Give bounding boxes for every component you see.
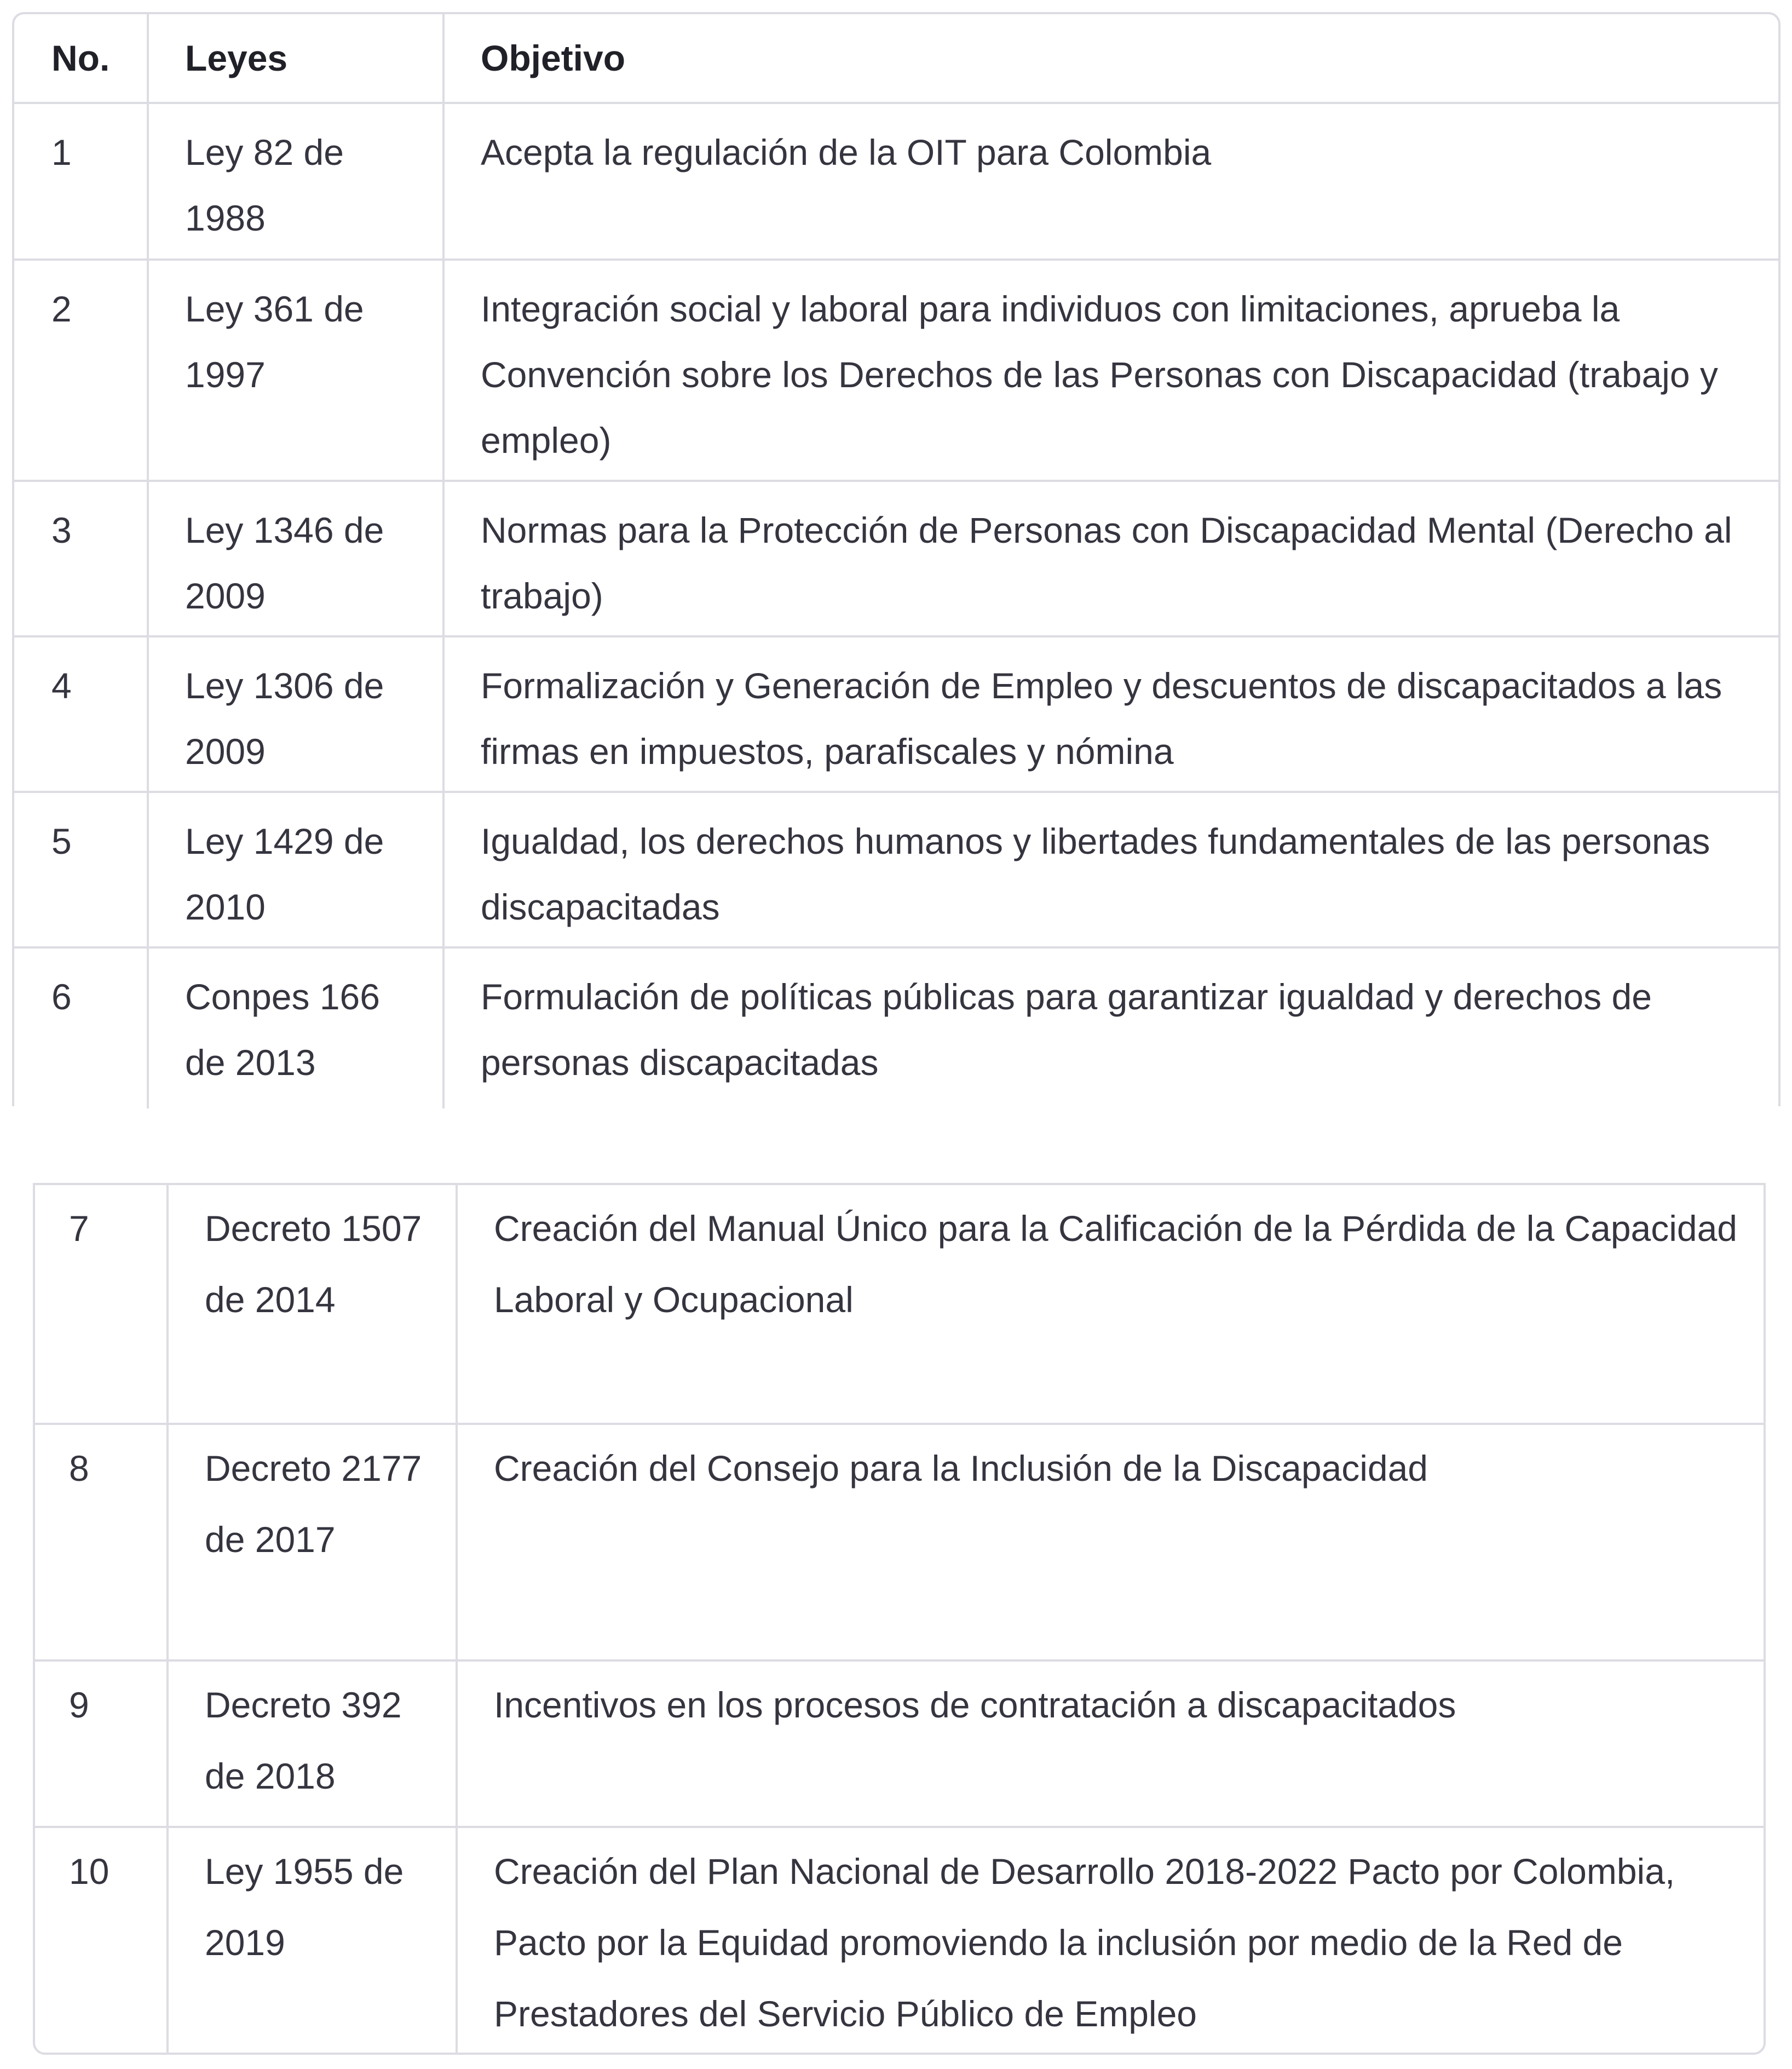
row-objective: Creación del Plan Nacional de Desarrollo 2018-2022 Pacto por Colombia, Pacto por la Equidad promoviendo la inclusión por medio de la Red de Prestadores del Servicio Público de Empleo xyxy=(494,1851,1675,2034)
row-law: Ley 1346 de 2009 xyxy=(149,482,445,635)
table-row xyxy=(14,635,1778,791)
row-number: 9 xyxy=(35,1662,169,1826)
laws-table-part-2 xyxy=(33,1183,1766,2055)
row-law: Ley 1955 de 2019 xyxy=(169,1828,458,2053)
row-objective: Formulación de políticas públicas para garantizar igualdad y derechos de personas discapacitadas xyxy=(481,976,1652,1083)
row-number: 10 xyxy=(35,1828,169,2053)
row-law: Conpes 166 de 2013 xyxy=(149,949,445,1108)
laws-table-part-1 xyxy=(12,12,1781,1106)
header-no: No. xyxy=(14,14,149,102)
row-law: Decreto 1507 de 2014 xyxy=(169,1185,458,1423)
header-leyes: Leyes xyxy=(149,14,445,102)
row-objective: Integración social y laboral para individuos con limitaciones, aprueba la Convención sobre los Derechos de las Personas con Discapacidad (trabajo y empleo) xyxy=(481,289,1718,461)
row-law: Ley 361 de 1997 xyxy=(149,261,445,480)
row-law: Ley 82 de 1988 xyxy=(149,104,445,258)
row-objective: Normas para la Protección de Personas con Discapacidad Mental (Derecho al trabajo) xyxy=(481,510,1732,616)
row-law: Ley 1429 de 2010 xyxy=(149,793,445,946)
table-row xyxy=(14,480,1778,635)
header-objetivo: Objetivo xyxy=(481,38,626,78)
table-row xyxy=(14,258,1778,480)
row-objective: Creación del Manual Único para la Calificación de la Pérdida de la Capacidad Laboral y Ocupacional xyxy=(494,1208,1738,1320)
table-row xyxy=(35,1185,1764,1423)
table-row xyxy=(14,946,1778,1108)
row-objective: Formalización y Generación de Empleo y descuentos de discapacitados a las firmas en impuestos, parafiscales y nómina xyxy=(481,665,1722,772)
row-objective: Creación del Consejo para la Inclusión de la Discapacidad xyxy=(494,1448,1428,1488)
row-objective: Igualdad, los derechos humanos y libertades fundamentales de las personas discapacitadas xyxy=(481,821,1710,927)
row-objective: Incentivos en los procesos de contratación a discapacitados xyxy=(494,1685,1456,1725)
table-row xyxy=(14,102,1778,258)
table-row xyxy=(35,1659,1764,1826)
row-law: Decreto 2177 de 2017 xyxy=(169,1425,458,1659)
row-number: 3 xyxy=(14,482,149,635)
table-row xyxy=(35,1826,1764,2053)
row-objective: Acepta la regulación de la OIT para Colombia xyxy=(481,132,1212,173)
row-number: 8 xyxy=(35,1425,169,1659)
row-number: 6 xyxy=(14,949,149,1108)
row-number: 2 xyxy=(14,261,149,480)
row-number: 7 xyxy=(35,1185,169,1423)
table-row xyxy=(14,791,1778,946)
table-header-row xyxy=(14,14,1778,102)
row-number: 4 xyxy=(14,637,149,791)
row-law: Ley 1306 de 2009 xyxy=(149,637,445,791)
table-row xyxy=(35,1423,1764,1659)
row-number: 1 xyxy=(14,104,149,258)
row-law: Decreto 392 de 2018 xyxy=(169,1662,458,1826)
row-number: 5 xyxy=(14,793,149,946)
